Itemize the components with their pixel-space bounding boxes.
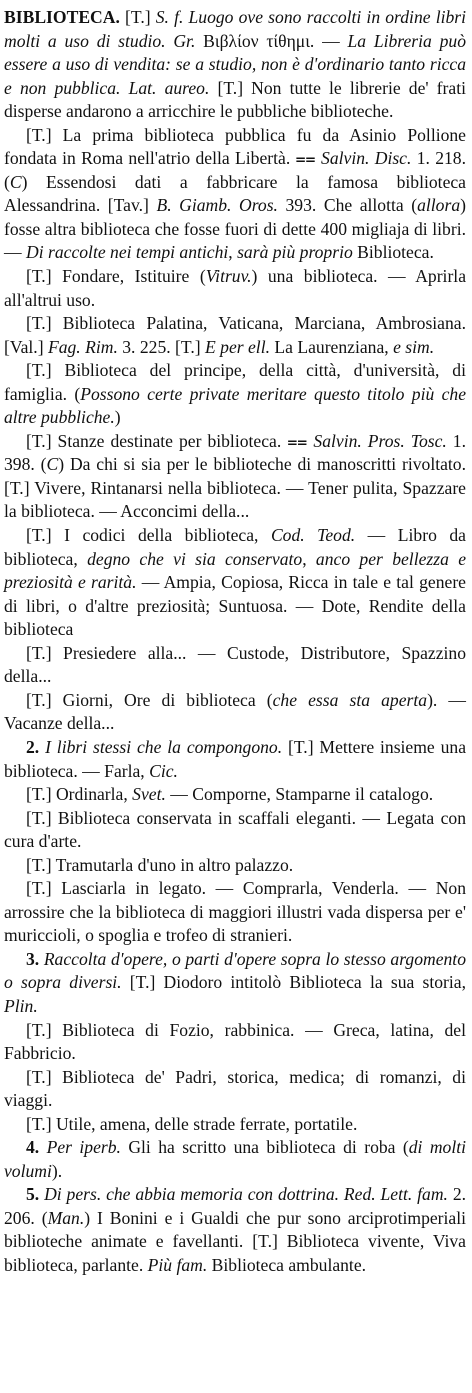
entry-paragraph	[4, 1136, 466, 1183]
entry-text: Gli ha scritto una biblioteca di roba (	[120, 1137, 409, 1158]
entry-paragraph	[4, 1113, 466, 1137]
italic-text: Vitruv.	[205, 266, 252, 287]
entry-text: [T.] Lasciarla in legato. — Comprarla, Venderla. — Non arrossire che la biblioteca di maggiori illustri vada dispersa per e' muriccioli, o spoglia e trofeo di stranieri.	[4, 878, 466, 946]
entry-headword: 3.	[26, 948, 44, 969]
entry-text: ) fosse altra biblioteca che fosse fuori di dette 400 migliaja di libri. —	[4, 195, 466, 263]
entry-paragraph	[4, 1066, 466, 1113]
entry-headword: 2.	[26, 736, 46, 757]
entry-text: [T.] Stanze destinate per biblioteca. ⩵	[26, 430, 314, 451]
entry-text: [T.] Giorni, Ore di biblioteca (	[26, 689, 273, 710]
italic-text: La Libreria può essere a uso di vendita: se a studio, non è d'ordinario tanto ricca e non pubblica. Lat. aureo.	[4, 30, 466, 98]
entry-paragraph	[4, 642, 466, 689]
italic-text: Di pers. che abbia memoria con dottrina. Red. Lett. fam.	[44, 1184, 448, 1205]
entry-paragraph	[4, 359, 466, 430]
italic-text: Salvin. Disc.	[321, 148, 412, 169]
italic-text: Plin.	[4, 995, 38, 1016]
entry-paragraph	[4, 689, 466, 736]
entry-text: [T.] Ordinarla,	[26, 784, 133, 805]
italic-text: sarà più proprio	[237, 242, 353, 263]
entry-text: ) Da chi si sia per le biblioteche di manoscritti rivoltato. [T.] Vivere, Rintanarsi nella biblioteca. — Tener pulita, Spazzare la biblioteca. — Acconcimi della...	[4, 454, 467, 522]
entry-paragraph	[4, 877, 466, 948]
italic-text: degno che vi sia conservato	[87, 548, 303, 569]
entry-paragraph	[4, 524, 466, 642]
italic-text: Cic.	[149, 760, 178, 781]
entry-text: [T.] Biblioteca conservata in scaffali eleganti. — Legata con cura d'arte.	[4, 807, 466, 852]
entry-text: 2. 206. (	[4, 1184, 467, 1228]
entry-text: ) Essendosi dati a fabbricare la famosa biblioteca Alessandrina. [Tav.]	[4, 171, 466, 216]
italic-text: Salvin. Pros. Tosc.	[313, 430, 447, 451]
entry-paragraph	[4, 1183, 466, 1277]
entry-text: Βιβλίον τίθημι. —	[195, 30, 348, 51]
entry-paragraph	[4, 312, 466, 359]
entry-paragraph	[4, 430, 466, 524]
entry-text: [T.]	[119, 7, 156, 27]
entry-text: ) una biblioteca. — Aprirla all'altrui uso.	[4, 266, 466, 310]
entry-text: [T.] Fondare, Istituire (	[26, 266, 206, 287]
italic-text: Di raccolte nei tempi antichi	[26, 242, 229, 263]
entry-text: [T.] Mettere insieme una biblioteca. — Farla,	[4, 736, 467, 781]
entry-text: 3. 225. [T.]	[117, 336, 205, 357]
italic-text: Più fam.	[147, 1254, 208, 1275]
entry-text: ) I Bonini e i Gualdi che pur sono arciprotimperiali biblioteche animate e favellanti. [T.] Biblioteca vivente, Viva biblioteca, parlante.	[4, 1207, 467, 1275]
italic-text: allora	[417, 195, 461, 216]
entry-text: — Libro da biblioteca,	[4, 525, 466, 569]
entry-headword: 5.	[26, 1184, 45, 1205]
entry-text: [T.] Diodoro intitolò Biblioteca la sua storia,	[121, 972, 466, 993]
italic-text: di molti volumi	[4, 1137, 466, 1181]
entry-text: — Comporne, Stamparne il catalogo.	[165, 784, 434, 805]
entry-text: 393. Che allotta (	[277, 195, 418, 216]
entry-text: )	[114, 407, 121, 428]
italic-text: Raccolta d'opere, o parti d'opere sopra lo stesso argomento o sopra diversi.	[4, 948, 466, 993]
italic-text: Per iperb.	[46, 1137, 121, 1158]
italic-text: E per ell.	[205, 336, 270, 357]
entry-text: [T.] Tramutarla d'uno in altro palazzo.	[26, 854, 294, 875]
italic-text: C	[9, 171, 22, 192]
italic-text: Possono certe private meritare questo titolo più che altre pubbliche.	[4, 383, 466, 428]
entry-paragraph	[4, 265, 466, 312]
entry-text: [T.] Biblioteca de' Padri, storica, medica; di romanzi, di viaggi.	[4, 1066, 466, 1111]
italic-text: S. f. Luogo ove sono raccolti in ordine libri molti a uso di studio. Gr.	[4, 7, 467, 51]
italic-text: Svet.	[132, 784, 166, 805]
italic-text: I libri stessi che la compongono.	[45, 736, 283, 757]
entry-paragraph	[4, 807, 466, 854]
entry-text: ,	[228, 242, 238, 263]
italic-text: che essa sta aperta	[272, 689, 428, 710]
entry-text: [T.] Biblioteca di Fozio, rabbinica. — Greca, latina, del Fabbricio.	[4, 1019, 466, 1064]
entry-text: Biblioteca.	[352, 242, 434, 263]
entry-text: 1. 398. (	[4, 430, 467, 475]
entry-headword: 4.	[26, 1137, 47, 1158]
entry-text: [T.] Presiedere alla... — Custode, Distributore, Spazzino della...	[4, 642, 466, 687]
entry-paragraph	[4, 948, 466, 1019]
entry-paragraph	[4, 1019, 466, 1066]
italic-text: C	[46, 454, 59, 475]
entry-text: [T.] Biblioteca del principe, della città, d'università, di famiglia. (	[4, 360, 466, 404]
entry-paragraph	[4, 783, 466, 807]
entry-paragraph	[4, 124, 466, 265]
entry-text: [T.] Biblioteca Palatina, Vaticana, Marciana, Ambrosiana. [Val.]	[4, 313, 466, 357]
entry-text: [T.] Utile, amena, delle strade ferrate, portatile.	[26, 1113, 358, 1134]
entry-paragraph	[4, 736, 466, 783]
italic-text: Cod. Teod.	[270, 525, 356, 546]
entry-text: La Laurenziana,	[269, 336, 394, 357]
italic-text: Fag. Rim.	[47, 336, 118, 357]
italic-text: B. Giamb. Oros.	[156, 195, 278, 216]
italic-text: Man.	[47, 1207, 85, 1228]
dictionary-entry-biblioteca	[4, 6, 466, 1278]
entry-text: ).	[51, 1160, 63, 1181]
entry-definition	[4, 6, 466, 124]
italic-text: anco per bellezza e preziosità e rarità.	[4, 548, 467, 593]
entry-text: 1. 218. (	[4, 148, 467, 192]
entry-text: [T.] La prima biblioteca pubblica fu da Asinio Pollione fondata in Roma nell'atrio della Libertà. ⩵	[4, 124, 466, 169]
entry-paragraph	[4, 854, 466, 878]
entry-text: [T.] I codici della biblioteca,	[26, 525, 271, 546]
entry-text: — Ampia, Copiosa, Ricca in tale e tal genere di libri, o d'altre preziosità; Suntuosa. — Dote, Rendite della biblioteca	[4, 572, 466, 640]
entry-text: ). — Vacanze della...	[4, 689, 466, 734]
italic-text: e sim.	[393, 336, 435, 357]
entry-headword: BIBLIOTECA.	[4, 7, 120, 27]
entry-text: Biblioteca ambulante.	[207, 1254, 367, 1275]
entry-text: ,	[302, 548, 316, 569]
entry-text: [T.] Non tutte le librerie de' frati disperse andarono a arricchire le pubbliche biblioteche.	[4, 77, 466, 122]
